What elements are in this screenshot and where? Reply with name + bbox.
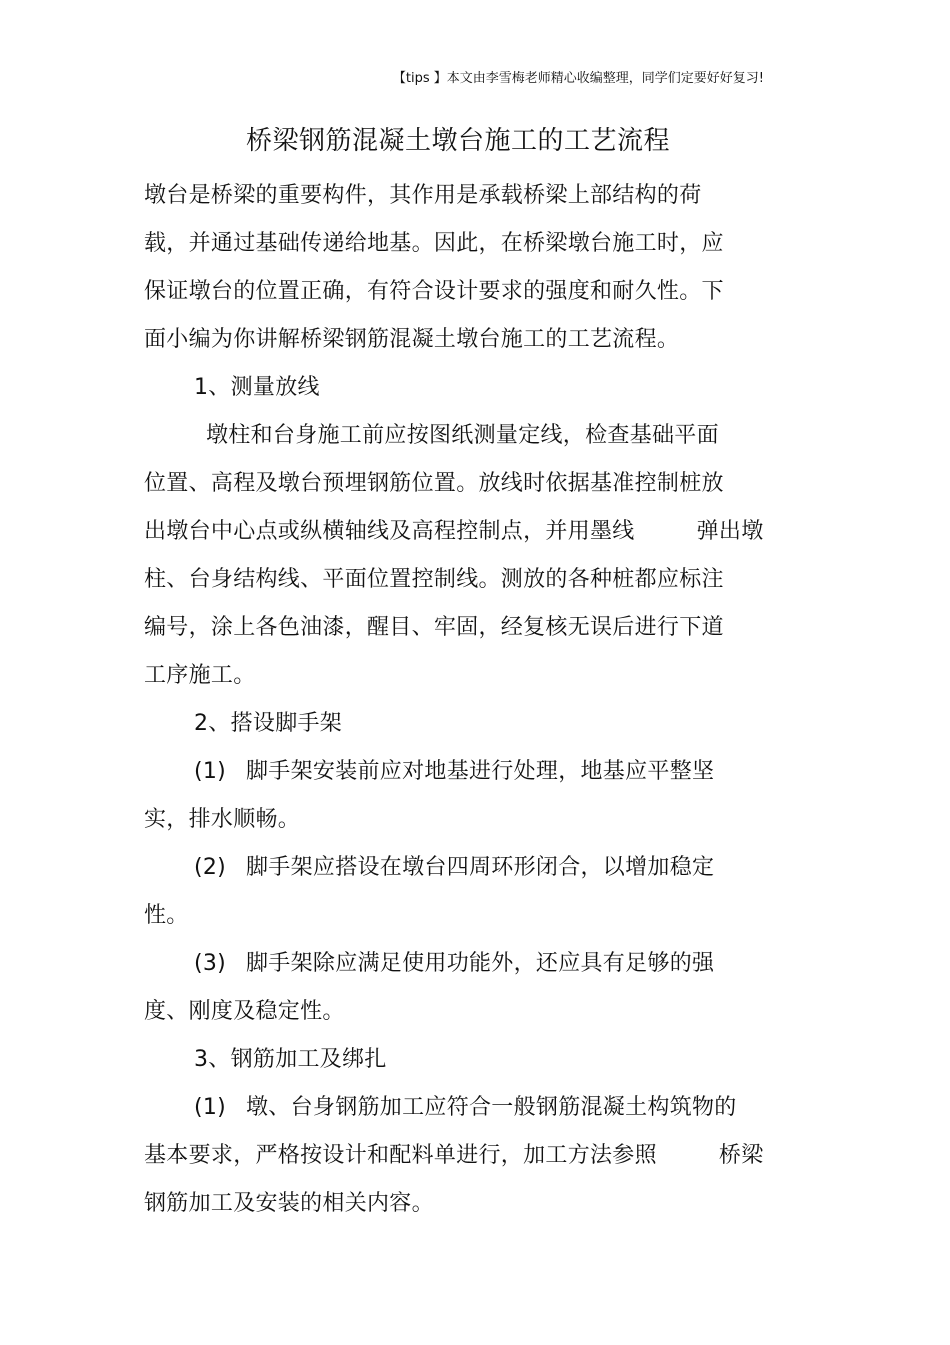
- item-number: (2): [194, 855, 227, 880]
- section1-line-3a: 出墩台中心点或纵横轴线及高程控制点，并用墨线: [144, 519, 635, 544]
- section3-item-1-line-2: [144, 1142, 764, 1170]
- section2-item-1: [194, 758, 714, 786]
- section1-heading: 1、测量放线: [194, 375, 320, 400]
- item-text: 脚手架除应满足使用功能外，还应具有足够的强: [246, 951, 715, 976]
- section1-line-1: 墩柱和台身施工前应按图纸测量定线，检查基础平面: [206, 423, 719, 448]
- section2-item-1-cont: 实，排水顺畅。: [144, 807, 301, 832]
- item-text-a: 基本要求，严格按设计和配料单进行，加工方法参照: [144, 1143, 657, 1168]
- section2-item-3: [194, 950, 714, 978]
- section3-item-1: [194, 1094, 737, 1122]
- section1-line-3: [144, 518, 764, 546]
- section3-heading: 3、钢筋加工及绑扎: [194, 1047, 387, 1072]
- section1-line-3b: 弹出墩: [696, 519, 764, 544]
- section2-heading: 2、搭设脚手架: [194, 711, 343, 736]
- section1-line-2: 位置、高程及墩台预埋钢筋位置。放线时依据基准控制桩放: [144, 471, 724, 496]
- page-title: 桥梁钢筋混凝土墩台施工的工艺流程: [245, 126, 670, 156]
- section3-item-1-cont: 钢筋加工及安装的相关内容。: [144, 1191, 434, 1216]
- section1-line-4: 柱、台身结构线、平面位置控制线。测放的各种桩都应标注: [144, 567, 724, 592]
- item-text-b: 桥梁: [718, 1143, 764, 1168]
- section2-item-2-cont: 性。: [144, 903, 189, 928]
- intro-line-3: 保证墩台的位置正确，有符合设计要求的强度和耐久性。下: [144, 279, 724, 304]
- item-number: (1): [194, 759, 227, 784]
- section2-item-3-cont: 度、刚度及稳定性。: [144, 999, 345, 1024]
- intro-line-1: 墩台是桥梁的重要构件，其作用是承载桥梁上部结构的荷: [144, 183, 702, 208]
- tips-header: 【tips 】本文由李雪梅老师精心收编整理，同学们定要好好复习!: [392, 71, 764, 86]
- item-text: 脚手架应搭设在墩台四周环形闭合，以增加稳定: [246, 855, 715, 880]
- item-number: (3): [194, 951, 227, 976]
- section2-item-2: [194, 854, 714, 882]
- section1-line-6: 工序施工。: [144, 663, 256, 688]
- intro-line-4: 面小编为你讲解桥梁钢筋混凝土墩台施工的工艺流程。: [144, 327, 680, 352]
- item-text: 脚手架安装前应对地基进行处理，地基应平整坚: [246, 759, 715, 784]
- intro-line-2: 载，并通过基础传递给地基。因此，在桥梁墩台施工时，应: [144, 231, 724, 256]
- section1-line-5: 编号，涂上各色油漆，醒目、牢固，经复核无误后进行下道: [144, 615, 724, 640]
- item-number: (1): [194, 1095, 227, 1120]
- item-text: 墩、台身钢筋加工应符合一般钢筋混凝土构筑物的: [246, 1095, 737, 1120]
